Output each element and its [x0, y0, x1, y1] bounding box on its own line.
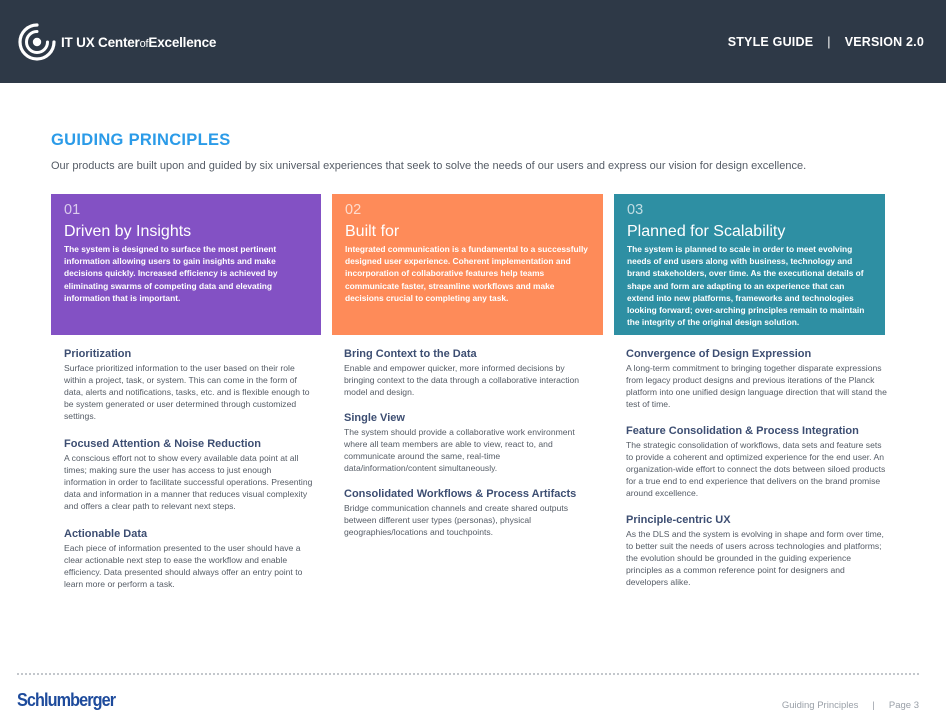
- sub-principle-body: A long-term commitment to bringing together disparate expressions from legacy product designs and previous iterations of the Planck platform into one unified design language direction that will stand the test of time.: [626, 363, 887, 409]
- page-number: Page 3: [888, 700, 919, 711]
- sub-principle: [344, 488, 592, 538]
- principle-column-2: [344, 348, 592, 552]
- sub-principle-title: Principle-centric UX: [626, 514, 731, 526]
- principle-column-3: [626, 348, 888, 603]
- brand-logo: [17, 22, 216, 62]
- sub-principle-title: Actionable Data: [64, 528, 148, 540]
- sub-principle-body: Enable and empower quicker, more informed decisions by bringing context to the data through a collaborative interaction model and design.: [344, 363, 580, 397]
- principle-column-1: [64, 348, 314, 606]
- sub-principle-body: Each piece of information presented to the user should have a clear actionable next step to ease the workflow and enable efficiency. Data presented should always offer an entry point to learn more or perform a task.: [64, 543, 303, 589]
- card-title: Driven by Insights: [64, 223, 192, 240]
- sub-principle: [64, 438, 314, 512]
- brand-name: IT UX CenterofExcellence: [61, 34, 217, 50]
- sub-principle-title: Single View: [344, 412, 405, 424]
- sub-principle-body: Surface prioritized information to the user based on their role within a project, task, or system. This can come in the form of data, alerts and notifications, tasks, etc. and is flexible enough to be system generated or user determined through customized settings.: [64, 363, 310, 421]
- sub-principle: [344, 412, 592, 474]
- version-label: VERSION 2.0: [844, 35, 924, 49]
- sub-principle-body: A conscious effort not to show every available data point at all times; making sure the user has access to just enough information in order to facilitate successful operations. Presenting data and information in a manner that reduces visual complexity and offers a clear path to relevant next steps.: [64, 453, 313, 511]
- header-meta: [728, 35, 924, 49]
- sub-principle-title: Feature Consolidation & Process Integration: [626, 425, 859, 437]
- card-number: 01: [64, 202, 81, 218]
- card-description: The system is designed to surface the most pertinent information allowing users to gain insights and make decisions quickly. Increased efficiency is achieved by eliminating swarms of competing data and elevating information that is important.: [64, 244, 278, 303]
- principle-card-2: [332, 194, 603, 335]
- page-header: [0, 0, 946, 83]
- sub-principle-title: Convergence of Design Expression: [626, 348, 812, 360]
- sub-principle-body: The strategic consolidation of workflows, data sets and feature sets to provide a coherent and optimized experience for the end user. An organization-wide effort to connect the dots between siloed products for a true end to end experience that delivers on the brand promise around excellence.: [626, 440, 886, 498]
- section-title: GUIDING PRINCIPLES: [51, 131, 231, 149]
- card-number: 03: [627, 202, 644, 218]
- sub-principle: [64, 348, 314, 422]
- sub-principle: [626, 514, 888, 588]
- principle-card-3: [614, 194, 885, 335]
- sub-principle: [64, 528, 314, 590]
- footer-section-name: Guiding Principles: [781, 700, 859, 711]
- sub-principle: [344, 348, 592, 398]
- company-logo: Schlumberger: [17, 690, 116, 710]
- card-title: Planned for Scalability: [627, 223, 786, 240]
- sub-principle-body: Bridge communication channels and create shared outputs between different user types (personas), physical geographies/locations and touchpoints.: [344, 503, 569, 537]
- sub-principle: [626, 348, 888, 410]
- card-number: 02: [345, 202, 362, 218]
- card-description: Integrated communication is a fundamental to a successfully designed user experience. Coherent implementation and incorporation of collaborative features help teams communicate faster, streamline workflows and make decisions crucial to completing any task.: [345, 244, 588, 303]
- header-separator: |: [827, 35, 831, 49]
- sub-principle-title: Focused Attention & Noise Reduction: [64, 438, 261, 450]
- sub-principle-title: Consolidated Workflows & Process Artifacts: [344, 488, 577, 500]
- sub-principle-title: Prioritization: [64, 348, 132, 360]
- target-rings-icon: [17, 22, 57, 62]
- footer-divider: [17, 673, 919, 675]
- footer-meta: [782, 700, 919, 711]
- principle-card-1: [51, 194, 321, 335]
- card-title: Built for: [345, 223, 400, 240]
- sub-principle-title: Bring Context to the Data: [344, 348, 477, 360]
- section-intro: Our products are built upon and guided by six universal experiences that seek to solve the needs of our users and express our vision for design excellence.: [51, 160, 807, 172]
- sub-principle-body: As the DLS and the system is evolving in shape and form over time, to better suit the needs of users across technologies and platforms; the evolution should be grounded in the guiding experience principles as a common reference point for designers and developers alike.: [626, 529, 884, 587]
- doc-type-label: STYLE GUIDE: [727, 35, 814, 49]
- sub-principle: [626, 425, 888, 499]
- card-description: The system is planned to scale in order to meet evolving needs of end users along with business, technology and brand stakeholders, over time. As the executional details of shape and form are adapting to an experience that can extend into new platforms, frameworks and technologies looking forward; over-arching principles remain to maintain the integrity of the original design solution.: [627, 244, 865, 328]
- sub-principle-body: The system should provide a collaborative work environment where all team members are able to view, react to, and communicate around the same, real-time data/information/content simultaneously.: [344, 427, 575, 473]
- footer-separator: |: [872, 700, 875, 711]
